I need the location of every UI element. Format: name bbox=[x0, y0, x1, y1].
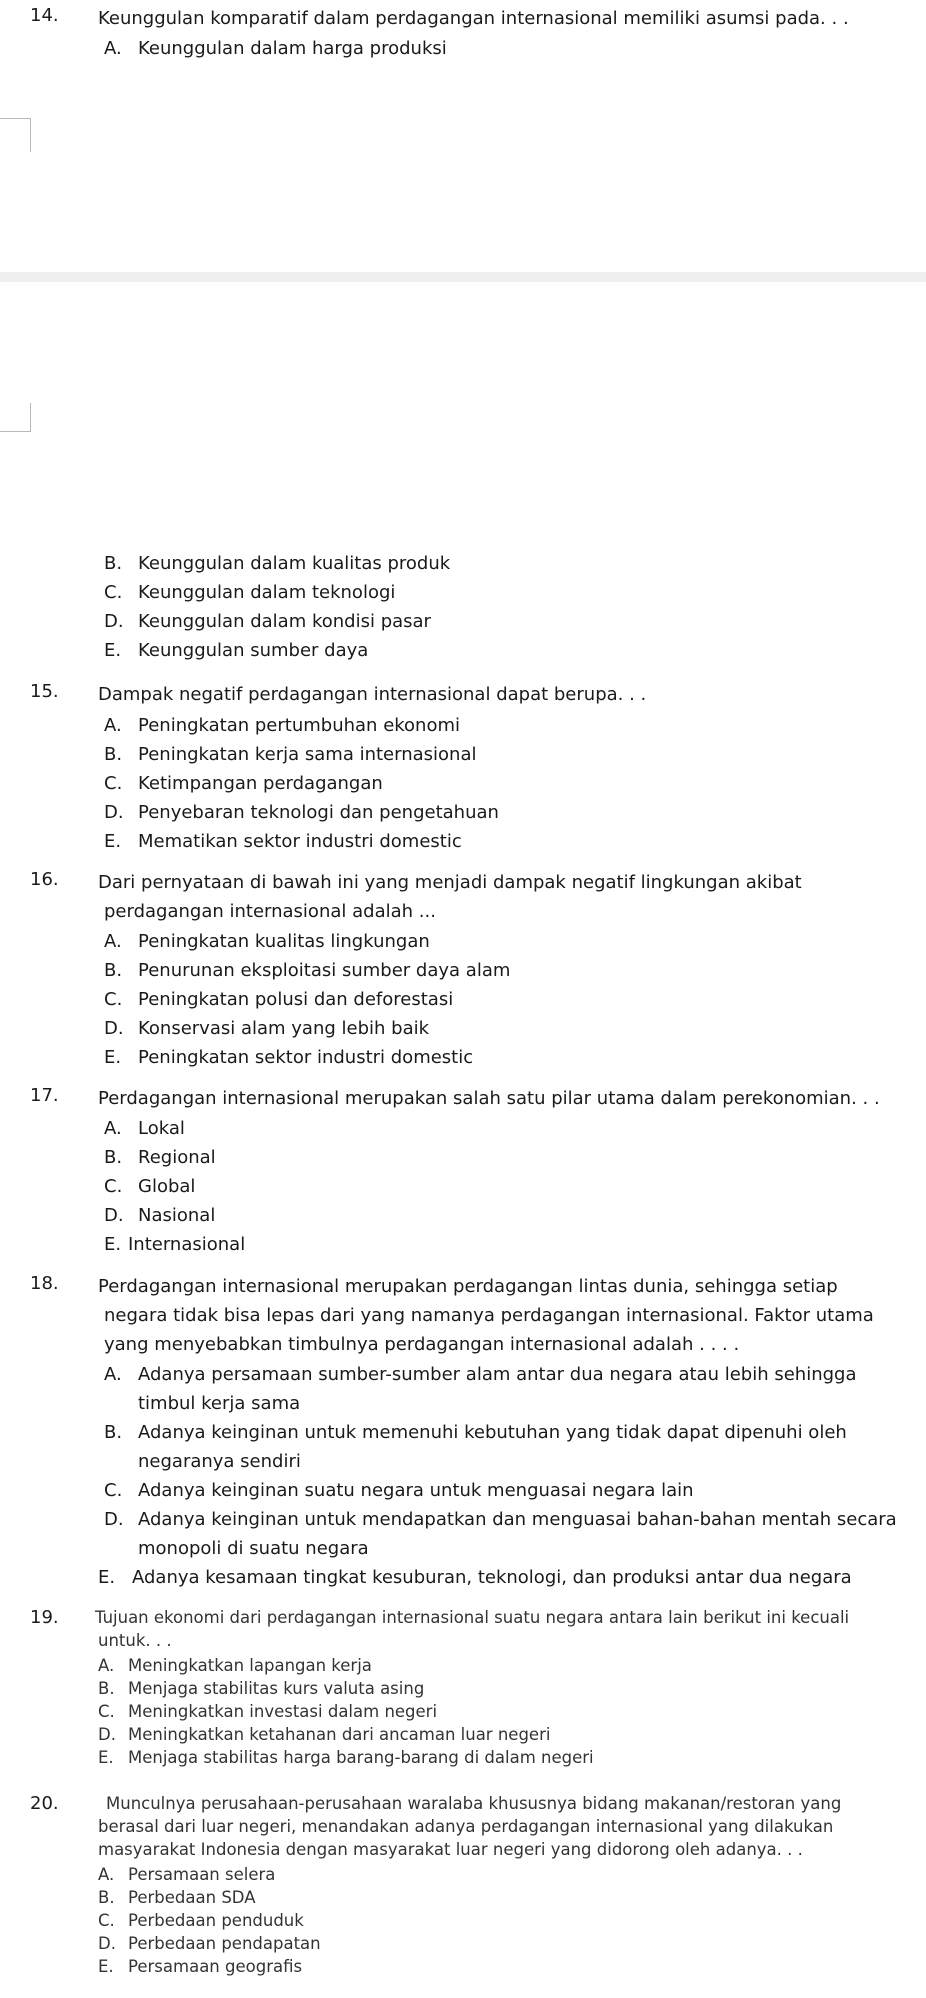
option-letter: E. bbox=[98, 1957, 114, 1976]
option-text-line-1: Adanya keinginan untuk mendapatkan dan menguasai bahan-bahan mentah secara bbox=[138, 1509, 897, 1530]
question-text-line-3: masyarakat Indonesia dengan masyarakat luar negeri yang didorong oleh adanya. . . bbox=[98, 1840, 803, 1859]
option-text: Peningkatan kualitas lingkungan bbox=[138, 931, 430, 952]
option-text: Penyebaran teknologi dan pengetahuan bbox=[138, 802, 499, 823]
option-letter: B. bbox=[104, 1147, 123, 1168]
option-text: Keunggulan dalam kondisi pasar bbox=[138, 611, 431, 632]
question-text-line-2: untuk. . . bbox=[98, 1631, 172, 1650]
option-letter: D. bbox=[104, 1018, 124, 1039]
option-text-line-2: monopoli di suatu negara bbox=[138, 1538, 369, 1559]
option-letter: D. bbox=[104, 802, 124, 823]
option-text: Persamaan geografis bbox=[128, 1957, 303, 1976]
option-letter: A. bbox=[104, 38, 122, 59]
option-letter: E. bbox=[104, 640, 122, 661]
option-text-line-1: Adanya persamaan sumber-sumber alam antar dua negara atau lebih sehingga bbox=[138, 1364, 857, 1385]
option-text: Persamaan selera bbox=[128, 1865, 276, 1884]
question-text-line-2: negara tidak bisa lepas dari yang namanya perdagangan internasional. Faktor utama bbox=[104, 1305, 874, 1326]
option-text: Ketimpangan perdagangan bbox=[138, 773, 383, 794]
question-text-line-1: Tujuan ekonomi dari perdagangan internasional suatu negara antara lain berikut ini kecuali bbox=[95, 1608, 850, 1627]
option-text: Keunggulan dalam kualitas produk bbox=[138, 553, 451, 574]
option-text: Menjaga stabilitas harga barang-barang di dalam negeri bbox=[128, 1748, 594, 1767]
option-letter: E. bbox=[104, 831, 122, 852]
option-letter: A. bbox=[98, 1865, 115, 1884]
option-text: Peningkatan polusi dan deforestasi bbox=[138, 989, 454, 1010]
question-number: 14. bbox=[30, 5, 59, 26]
option-letter: D. bbox=[98, 1934, 116, 1953]
question-text-line-1: Munculnya perusahaan-perusahaan waralaba khususnya bidang makanan/restoran yang bbox=[106, 1794, 842, 1813]
question-number: 16. bbox=[30, 869, 59, 890]
option-letter: D. bbox=[104, 1509, 124, 1530]
option-text-line-1: Adanya kesamaan tingkat kesuburan, teknologi, dan produksi antar dua negara bbox=[132, 1567, 852, 1588]
option-letter: A. bbox=[98, 1656, 115, 1675]
page-margin-corner-top bbox=[0, 118, 31, 152]
option-letter: A. bbox=[104, 715, 122, 736]
option-letter: E. bbox=[98, 1567, 116, 1588]
option-letter: B. bbox=[98, 1679, 115, 1698]
option-letter: B. bbox=[104, 744, 123, 765]
question-text-line-2: berasal dari luar negeri, menandakan adanya perdagangan internasional yang dilakukan bbox=[98, 1817, 834, 1836]
question-text-line-3: yang menyebabkan timbulnya perdagangan internasional adalah . . . . bbox=[104, 1334, 740, 1355]
option-letter: B. bbox=[98, 1888, 115, 1907]
page-margin-corner-bottom bbox=[0, 403, 31, 432]
option-letter: E. bbox=[98, 1748, 114, 1767]
option-text: Keunggulan dalam harga produksi bbox=[138, 38, 447, 59]
option-letter: C. bbox=[98, 1702, 115, 1721]
option-letter: A. bbox=[104, 931, 122, 952]
option-text: Peningkatan pertumbuhan ekonomi bbox=[138, 715, 461, 736]
option-letter: B. bbox=[104, 1422, 123, 1443]
option-text-line-1: Adanya keinginan suatu negara untuk menguasai negara lain bbox=[138, 1480, 694, 1501]
option-letter: A. bbox=[104, 1364, 122, 1385]
option-letter: C. bbox=[104, 582, 123, 603]
question-text: Dampak negatif perdagangan internasional dapat berupa. . . bbox=[98, 684, 647, 705]
option-text-line-2: timbul kerja sama bbox=[138, 1393, 301, 1414]
option-letter: C. bbox=[104, 1176, 123, 1197]
option-letter: E. bbox=[104, 1047, 122, 1068]
option-text: Meningkatkan lapangan kerja bbox=[128, 1656, 372, 1675]
question-number: 18. bbox=[30, 1273, 59, 1294]
option-text: Peningkatan sektor industri domestic bbox=[138, 1047, 474, 1068]
option-letter: D. bbox=[104, 611, 124, 632]
option-text: Perbedaan SDA bbox=[128, 1888, 256, 1907]
question-text-line-1: Perdagangan internasional merupakan perdagangan lintas dunia, sehingga setiap bbox=[98, 1276, 838, 1297]
question-text-line-2: perdagangan internasional adalah ... bbox=[104, 901, 436, 922]
option-text-line-1: Adanya keinginan untuk memenuhi kebutuhan yang tidak dapat dipenuhi oleh bbox=[138, 1422, 847, 1443]
option-letter: B. bbox=[104, 960, 123, 981]
page-break-gap bbox=[0, 272, 926, 282]
option-text: Mematikan sektor industri domestic bbox=[138, 831, 462, 852]
option-text: Lokal bbox=[138, 1118, 185, 1139]
question-number: 19. bbox=[30, 1607, 59, 1628]
option-letter: D. bbox=[98, 1725, 116, 1744]
question-number: 20. bbox=[30, 1793, 59, 1814]
option-text: Meningkatkan ketahanan dari ancaman luar negeri bbox=[128, 1725, 551, 1744]
option-letter: A. bbox=[104, 1118, 122, 1139]
option-text: Global bbox=[138, 1176, 196, 1197]
option-text: Menjaga stabilitas kurs valuta asing bbox=[128, 1679, 425, 1698]
option-text-line-2: negaranya sendiri bbox=[138, 1451, 301, 1472]
question-number: 15. bbox=[30, 681, 59, 702]
option-text: Perbedaan penduduk bbox=[128, 1911, 304, 1930]
option-letter: C. bbox=[104, 1480, 123, 1501]
question-text-line-1: Dari pernyataan di bawah ini yang menjadi dampak negatif lingkungan akibat bbox=[98, 872, 802, 893]
option-text: Penurunan eksploitasi sumber daya alam bbox=[138, 960, 511, 981]
option-text: Peningkatan kerja sama internasional bbox=[138, 744, 477, 765]
option-text: Internasional bbox=[128, 1234, 246, 1255]
option-letter: C. bbox=[104, 773, 123, 794]
question-text: Keunggulan komparatif dalam perdagangan internasional memiliki asumsi pada. . . bbox=[98, 8, 849, 29]
option-text: Keunggulan sumber daya bbox=[138, 640, 369, 661]
option-text: Keunggulan dalam teknologi bbox=[138, 582, 396, 603]
option-letter: D. bbox=[104, 1205, 124, 1226]
option-text: Perbedaan pendapatan bbox=[128, 1934, 321, 1953]
question-text: Perdagangan internasional merupakan salah satu pilar utama dalam perekonomian. . . bbox=[98, 1088, 880, 1109]
option-letter: E. bbox=[104, 1234, 122, 1255]
option-text: Nasional bbox=[138, 1205, 216, 1226]
option-letter: C. bbox=[98, 1911, 115, 1930]
option-text: Meningkatkan investasi dalam negeri bbox=[128, 1702, 438, 1721]
option-letter: C. bbox=[104, 989, 123, 1010]
option-letter: B. bbox=[104, 553, 123, 574]
option-text: Regional bbox=[138, 1147, 216, 1168]
option-text: Konservasi alam yang lebih baik bbox=[138, 1018, 430, 1039]
question-number: 17. bbox=[30, 1085, 59, 1106]
